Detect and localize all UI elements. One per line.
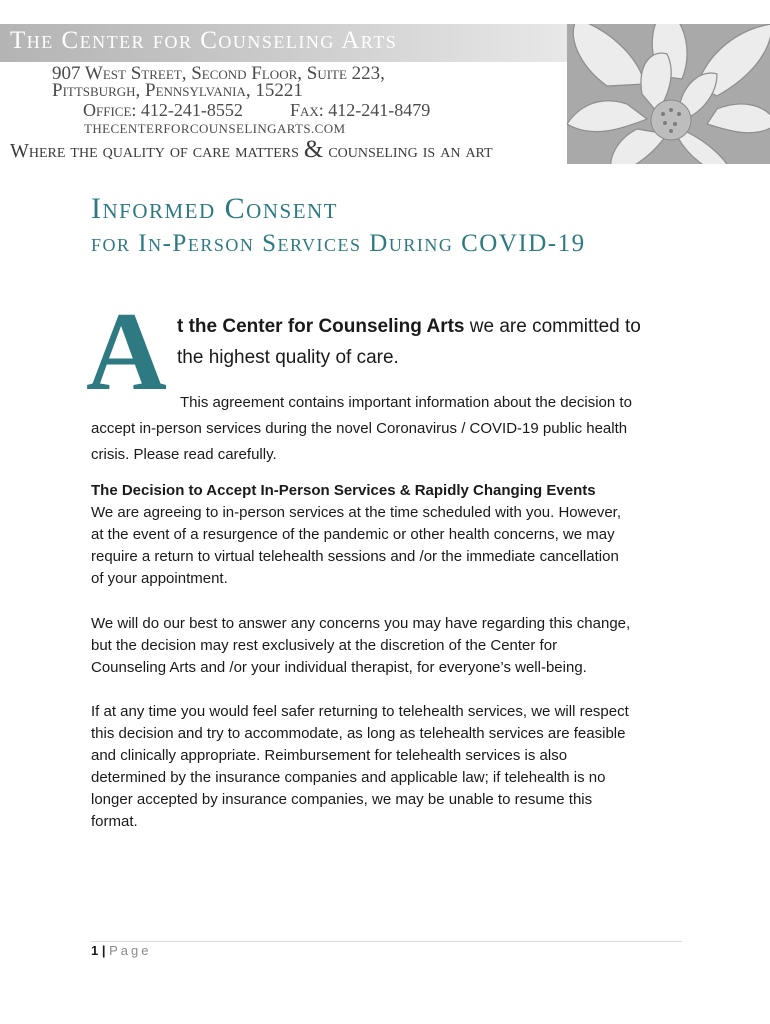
- tagline: [10, 136, 493, 164]
- section-line: require a return to virtual telehealth sessions and /or the immediate cancellation: [91, 548, 619, 565]
- section-concerns: [91, 613, 691, 679]
- section-line: format.: [91, 813, 138, 830]
- page-footer: [91, 943, 151, 958]
- lotus-flower-icon: [567, 24, 770, 164]
- section-line: and clinically appropriate. Reimbursement for telehealth services is also: [91, 747, 568, 764]
- section-heading: The Decision to Accept In-Person Services & Rapidly Changing Events: [91, 482, 596, 499]
- section-line: We are agreeing to in-person services at the time scheduled with you. However,: [91, 504, 621, 521]
- document-title: Informed Consent: [91, 192, 339, 225]
- section-line: We will do our best to answer any concerns you may have regarding this change,: [91, 615, 631, 632]
- address-line-2: Pittsburgh, Pennsylvania, 15221: [52, 80, 303, 101]
- section-telehealth: [91, 701, 691, 833]
- section-line: Counseling Arts and /or your individual therapist, for everyone’s well-being.: [91, 659, 587, 676]
- website-link[interactable]: THECENTERFORCOUNSELINGARTS.COM: [84, 121, 346, 136]
- address-line-1: 907 West Street, Second Floor, Suite 223,: [52, 63, 385, 84]
- page-label: Page: [109, 943, 152, 958]
- section-line: determined by the insurance companies and applicable law; if telehealth is no: [91, 769, 606, 786]
- fax-number: Fax: 412-241-8479: [290, 100, 431, 120]
- section-line: this decision and try to accommodate, as long as telehealth services are feasible: [91, 725, 626, 742]
- office-phone: Office: 412-241-8552: [83, 100, 243, 120]
- tagline-ampersand: &: [303, 136, 324, 163]
- drop-cap: A: [86, 290, 167, 414]
- intro-line-1-rest: we are committed to: [464, 316, 641, 337]
- intro-line-2: the highest quality of care.: [177, 347, 399, 368]
- document-subtitle: for In-Person Services During COVID-19: [91, 230, 586, 257]
- organization-name: The Center for Counseling Arts: [10, 27, 398, 54]
- page-separator: |: [98, 943, 110, 958]
- tagline-part-2: counseling is an art: [323, 140, 493, 162]
- section-line: of your appointment.: [91, 570, 228, 587]
- section-line: but the decision may rest exclusively at the discretion of the Center for: [91, 637, 558, 654]
- intro-line-1: [177, 316, 641, 338]
- section-line: If at any time you would feel safer returning to telehealth services, we will respect: [91, 703, 629, 720]
- intro-paragraph-line: accept in-person services during the novel Coronavirus / COVID-19 public health: [91, 420, 628, 437]
- intro-paragraph-line: This agreement contains important information about the decision to: [180, 394, 632, 411]
- intro-paragraph-line: crisis. Please read carefully.: [91, 446, 277, 463]
- intro-paragraph: [91, 390, 632, 468]
- section-decision: [91, 480, 691, 590]
- tagline-part-1: Where the quality of care matters: [10, 140, 304, 162]
- section-line: longer accepted by insurance companies, we may be unable to resume this: [91, 791, 593, 808]
- intro-bold-text: t the Center for Counseling Arts: [177, 316, 465, 337]
- footer-divider: [91, 941, 682, 942]
- section-line: at the event of a resurgence of the pandemic or other health concerns, we may: [91, 526, 615, 543]
- page-number: 1: [91, 943, 99, 958]
